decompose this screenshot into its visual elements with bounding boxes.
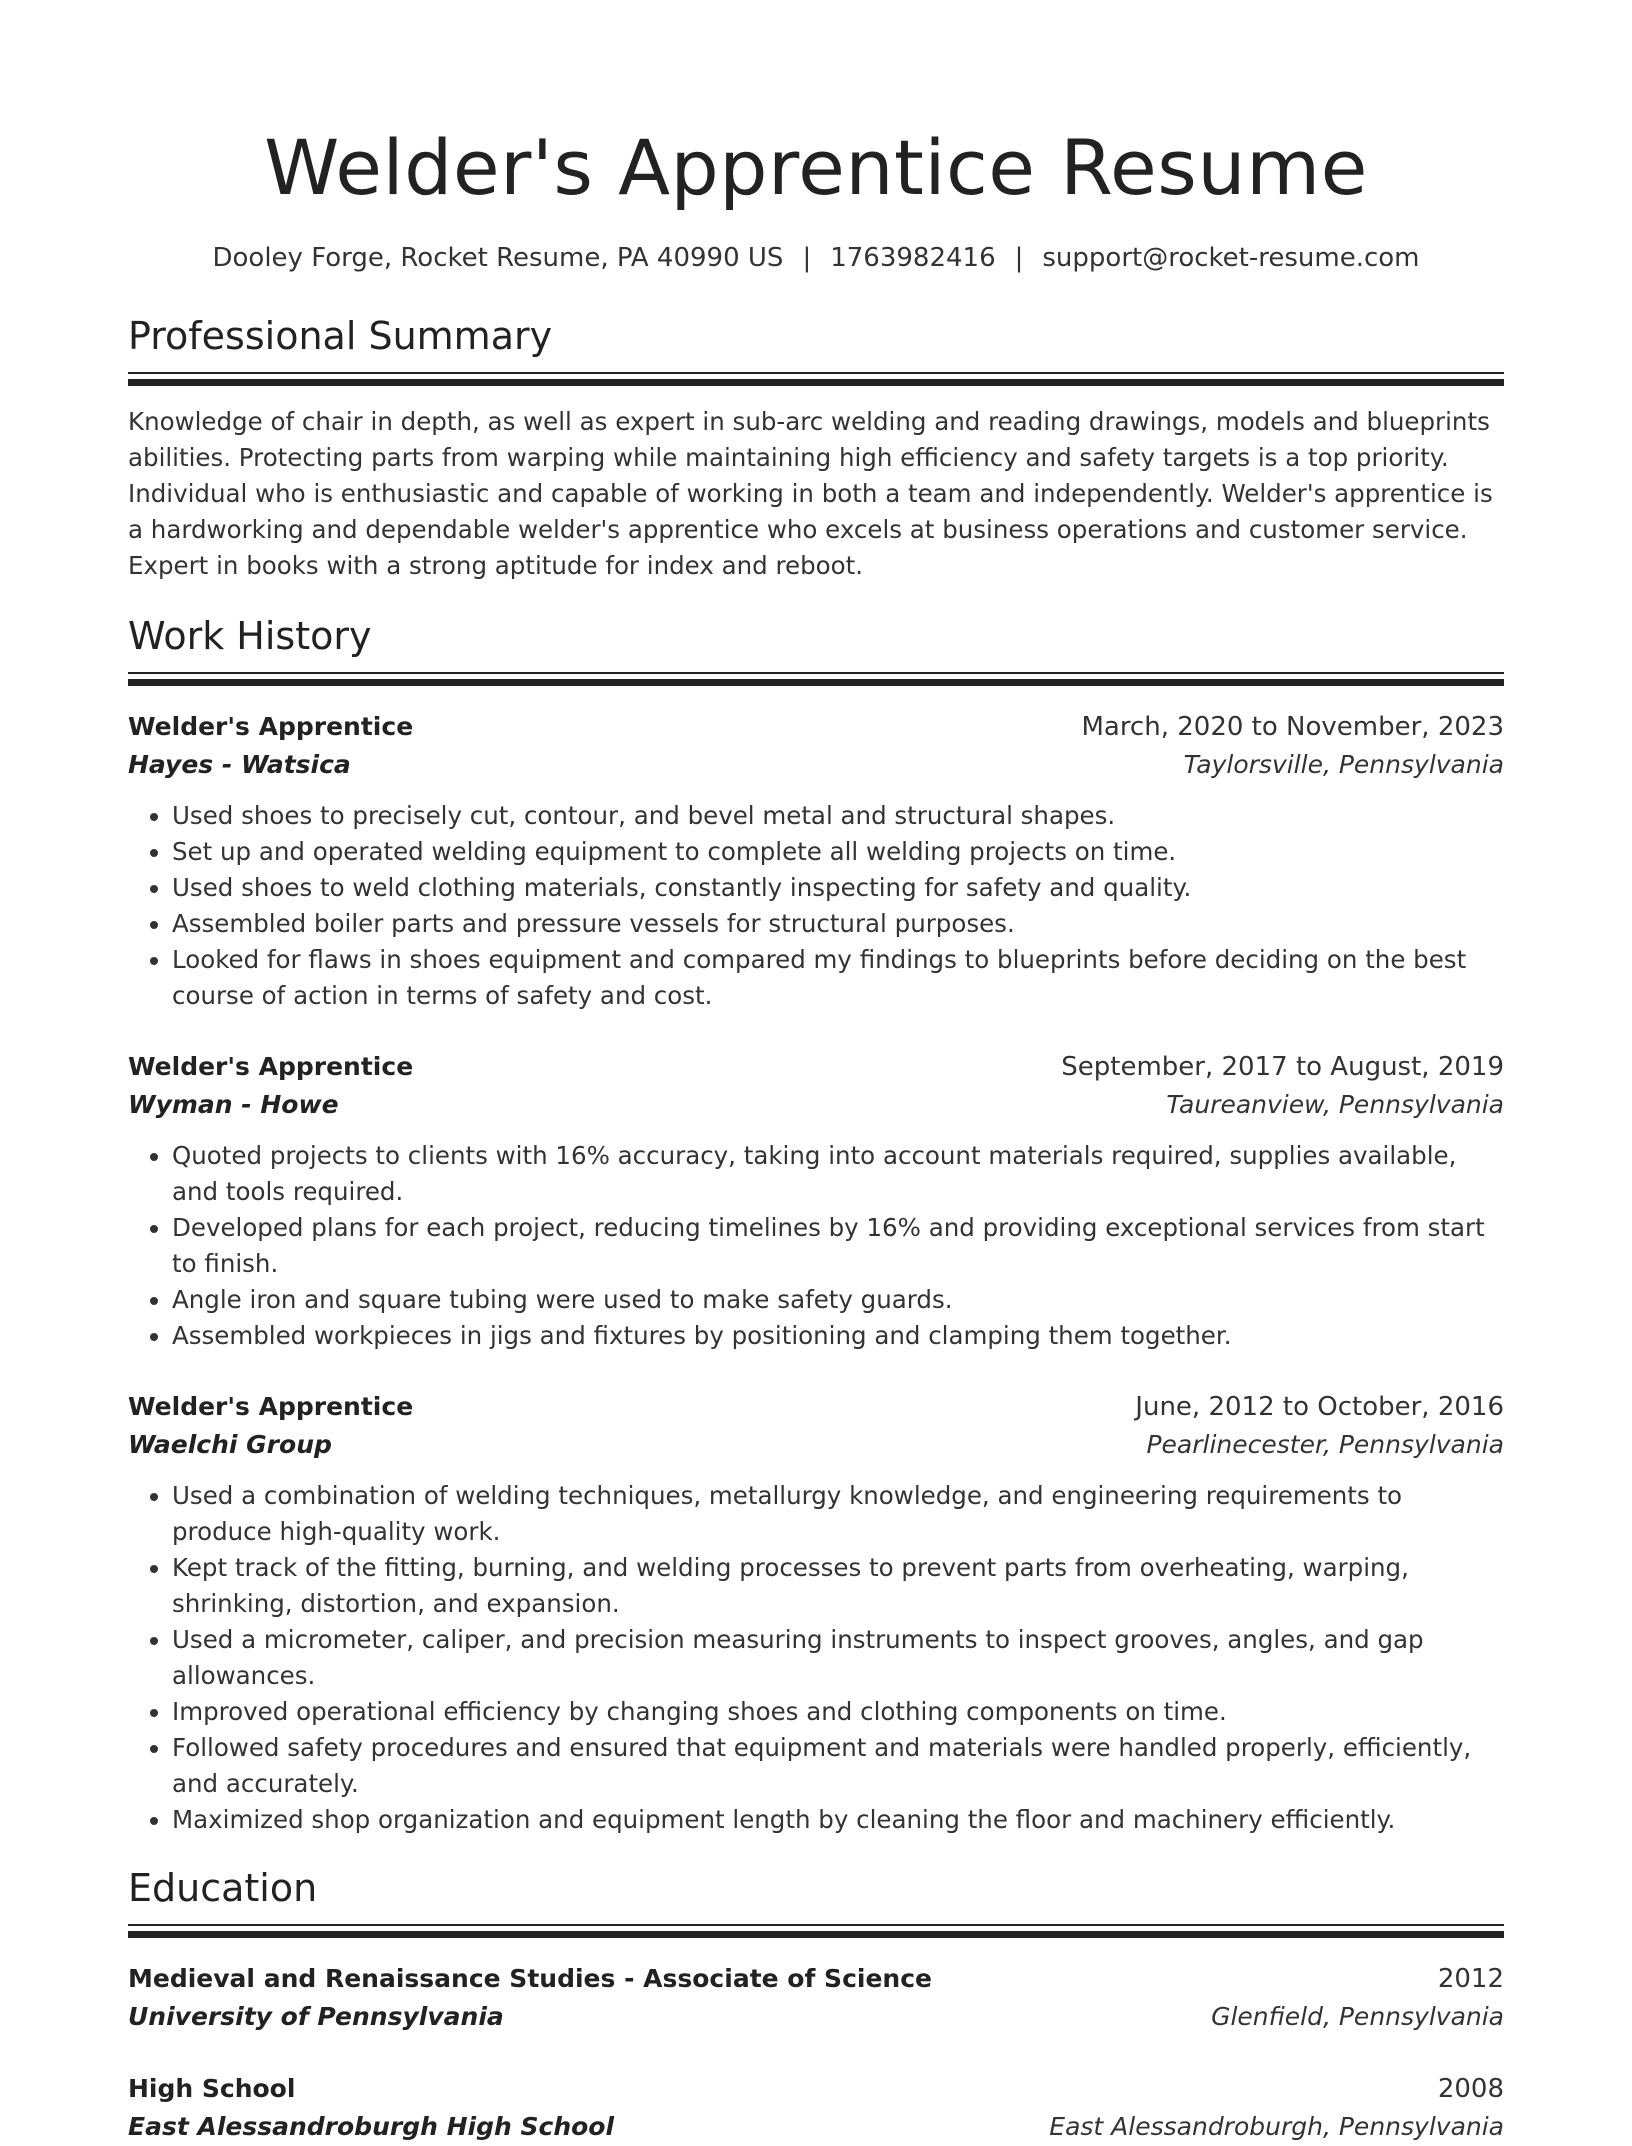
contact-address: Dooley Forge, Rocket Resume, PA 40990 US [212,243,784,273]
bullet-item: • Looked for flaws in shoes equipment and compared my findings to blueprints before deciding on the best course of action in terms of safety and cost. [172,942,1504,1014]
section-divider [128,372,1504,386]
contact-separator: | [1014,243,1024,273]
bullet-item: • Followed safety procedures and ensured that equipment and materials were handled properly, efficiently, and accurately. [172,1730,1504,1802]
bullet-item: • Used shoes to weld clothing materials, constantly inspecting for safety and quality. [172,870,1504,906]
section-heading: Professional Summary [128,314,553,358]
summary-text: Knowledge of chair in depth, as well as expert in sub-arc welding and reading drawings, models and blueprints abilities. Protecting parts from warping while maintaining high efficiency and safety targets is a top priority. Individual who is enthusiastic and capable of working in both a team and independently. Welder's apprentice is a hardworking and dependable welder's apprentice who excels at business operations and customer service. Expert in books with a strong aptitude for index and reboot. [128,407,1493,580]
education-location: East Alessandroburgh, Pennsylvania [1049,2112,1504,2141]
bullet-item: • Quoted projects to clients with 16% accuracy, taking into account materials required, supplies available, and tools required. [172,1138,1504,1210]
section-divider [128,1924,1504,1938]
bullet-item: • Maximized shop organization and equipment length by cleaning the floor and machinery efficiently. [172,1802,1504,1838]
bullet-item: • Assembled workpieces in jigs and fixtures by positioning and clamping them together. [172,1318,1504,1354]
bullet-item: • Improved operational efficiency by changing shoes and clothing components on time. [172,1694,1504,1730]
education-entry [128,1960,1504,2036]
job-company: Wyman - Howe [128,1090,339,1119]
education-degree: Medieval and Renaissance Studies - Associate of Science [128,1964,932,1993]
work-history-section [128,612,1504,1838]
contact-line [128,240,1504,276]
education-section [128,1864,1504,2146]
contact-separator: | [802,243,812,273]
job-company: Hayes - Watsica [128,750,351,779]
bullet-item: • Angle iron and square tubing were used to make safety guards. [172,1282,1504,1318]
job-bullets [128,798,1504,1014]
job-title: Welder's Apprentice [128,1392,414,1421]
education-school: East Alessandroburgh High School [128,2112,615,2141]
bullet-item: • Used a micrometer, caliper, and precision measuring instruments to inspect grooves, angles, and gap allowances. [172,1622,1504,1694]
job-location: Taureanview, Pennsylvania [1166,1090,1504,1119]
bullet-item: • Kept track of the fitting, burning, and welding processes to prevent parts from overheating, warping, shrinking, distortion, and expansion. [172,1550,1504,1622]
job-dates: September, 2017 to August, 2019 [1061,1052,1504,1082]
bullet-item: • Used a combination of welding techniques, metallurgy knowledge, and engineering requirements to produce high-quality work. [172,1478,1504,1550]
section-divider [128,672,1504,686]
bullet-item: • Used shoes to precisely cut, contour, and bevel metal and structural shapes. [172,798,1504,834]
bullet-item: • Assembled boiler parts and pressure vessels for structural purposes. [172,906,1504,942]
education-year: 2012 [1437,1964,1504,1994]
job-bullets [128,1138,1504,1354]
bullet-item: • Set up and operated welding equipment to complete all welding projects on time. [172,834,1504,870]
job-entry [128,1388,1504,1838]
job-dates: March, 2020 to November, 2023 [1081,712,1504,742]
education-year: 2008 [1437,2074,1504,2104]
job-location: Taylorsville, Pennsylvania [1183,750,1504,779]
job-company: Waelchi Group [128,1430,332,1459]
job-entry [128,1048,1504,1354]
resume-title: Welder's Apprentice Resume [264,123,1368,212]
contact-email: support@rocket-resume.com [1042,243,1420,273]
section-heading: Education [128,1866,318,1910]
summary-section [128,312,1504,584]
education-location: Glenfield, Pennsylvania [1211,2002,1504,2031]
contact-phone: 1763982416 [830,243,996,273]
job-title: Welder's Apprentice [128,1052,414,1081]
job-location: Pearlinecester, Pennsylvania [1146,1430,1504,1459]
job-dates: June, 2012 to October, 2016 [1135,1392,1504,1422]
section-heading: Work History [128,614,372,658]
bullet-item: • Developed plans for each project, reducing timelines by 16% and providing exceptional services from start to finish. [172,1210,1504,1282]
job-entry [128,708,1504,1014]
education-entry [128,2070,1504,2146]
job-bullets [128,1478,1504,1838]
education-school: University of Pennsylvania [128,2002,504,2031]
job-title: Welder's Apprentice [128,712,414,741]
education-degree: High School [128,2074,296,2103]
